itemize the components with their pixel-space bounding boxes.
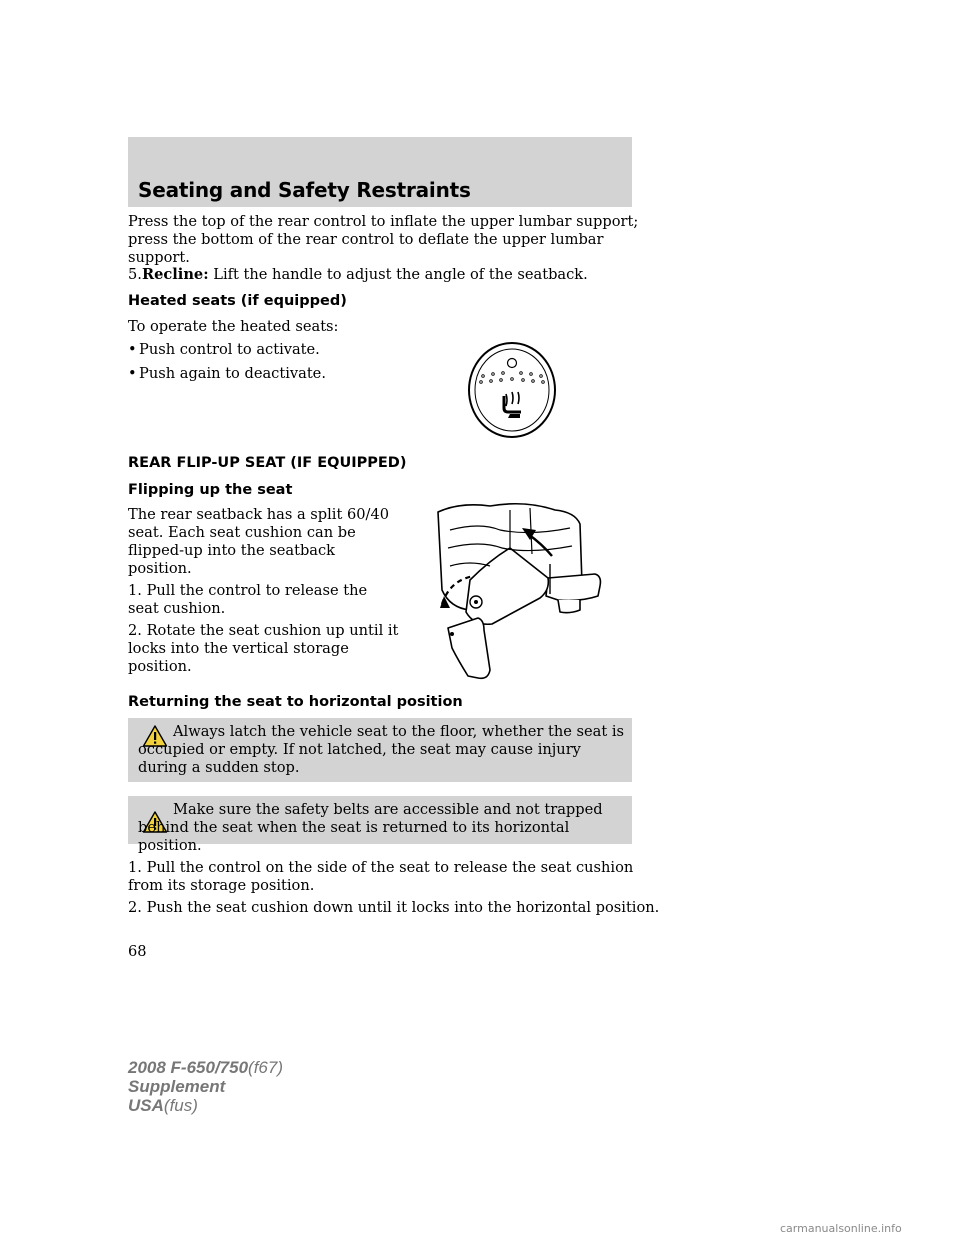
- flip-up-seat-illustration: [430, 500, 605, 685]
- footer-region-line: [128, 1096, 283, 1115]
- flip-desc-line-1: The rear seatback has a split 60/40: [128, 506, 390, 523]
- warning-box-belts: [128, 796, 632, 854]
- warning-box-latch: [128, 718, 632, 782]
- section-title: Seating and Safety Restraints: [138, 178, 471, 202]
- return-step-1-line-2: from its storage position.: [128, 877, 315, 894]
- lumbar-paragraph: [128, 213, 648, 267]
- return-step-1: [128, 859, 633, 895]
- heated-seats-heading: Heated seats (if equipped): [128, 293, 347, 309]
- footer-model-line: [128, 1058, 283, 1077]
- recline-step: [128, 266, 588, 283]
- flip-step-1-line-2: seat cushion.: [128, 600, 226, 617]
- footer-region-code: (fus): [163, 1096, 198, 1115]
- return-step-2: 2. Push the seat cushion down until it locks into the horizontal position.: [128, 899, 660, 916]
- heated-bullet-1-text: Push control to activate.: [139, 341, 320, 358]
- heated-seat-control-icon: [466, 340, 558, 440]
- heated-bullet-1: [128, 341, 320, 358]
- footer-supplement-line: [128, 1077, 283, 1096]
- document-footer: [128, 1058, 283, 1115]
- warning-belts-text: Make sure the safety belts are accessible and not trapped behind the seat when the seat is returned to its horizontal position.: [138, 801, 603, 854]
- heated-intro: To operate the heated seats:: [128, 318, 339, 335]
- flip-step-2-line-2: locks into the vertical storage: [128, 640, 349, 657]
- bullet-dot: •: [128, 341, 137, 358]
- flip-desc-line-2: seat. Each seat cushion can be: [128, 524, 356, 541]
- flip-up-heading: REAR FLIP-UP SEAT (IF EQUIPPED): [128, 455, 407, 471]
- footer-supplement: Supplement: [128, 1077, 226, 1096]
- flip-desc-line-3: flipped-up into the seatback: [128, 542, 336, 559]
- flip-step-1: [128, 582, 367, 618]
- returning-heading: Returning the seat to horizontal position: [128, 694, 463, 710]
- lumbar-line-2: press the bottom of the rear control to deflate the upper lumbar support.: [128, 231, 604, 266]
- recline-text: Lift the handle to adjust the angle of the seatback.: [213, 266, 588, 283]
- recline-step-number: 5.: [128, 266, 142, 283]
- footer-model-code: (f67): [248, 1058, 284, 1077]
- watermark-link[interactable]: carmanualsonline.info: [780, 1222, 902, 1235]
- flip-desc-line-4: position.: [128, 560, 192, 577]
- heated-bullet-2: [128, 365, 326, 382]
- return-step-1-line-1: 1. Pull the control on the side of the seat to release the seat cushion: [128, 859, 634, 876]
- flip-step-2: [128, 622, 398, 676]
- warning-latch-text: Always latch the vehicle seat to the floor, whether the seat is occupied or empty. If not latched, the seat may cause injury during a sudden stop.: [138, 723, 625, 776]
- flip-step-2-line-3: position.: [128, 658, 192, 675]
- flip-step-1-line-1: 1. Pull the control to release the: [128, 582, 368, 599]
- page-number: 68: [128, 943, 147, 960]
- flip-step-2-line-1: 2. Rotate the seat cushion up until it: [128, 622, 399, 639]
- footer-model: 2008 F-650/750: [128, 1058, 249, 1077]
- bullet-dot: •: [128, 365, 137, 382]
- footer-region: USA: [128, 1096, 164, 1115]
- section-header-banner: [128, 137, 632, 207]
- flip-description: [128, 506, 389, 578]
- flipping-up-subheading: Flipping up the seat: [128, 482, 293, 498]
- recline-label: Recline:: [141, 266, 209, 283]
- lumbar-line-1: Press the top of the rear control to inflate the upper lumbar support;: [128, 213, 639, 230]
- heated-bullet-2-text: Push again to deactivate.: [139, 365, 326, 382]
